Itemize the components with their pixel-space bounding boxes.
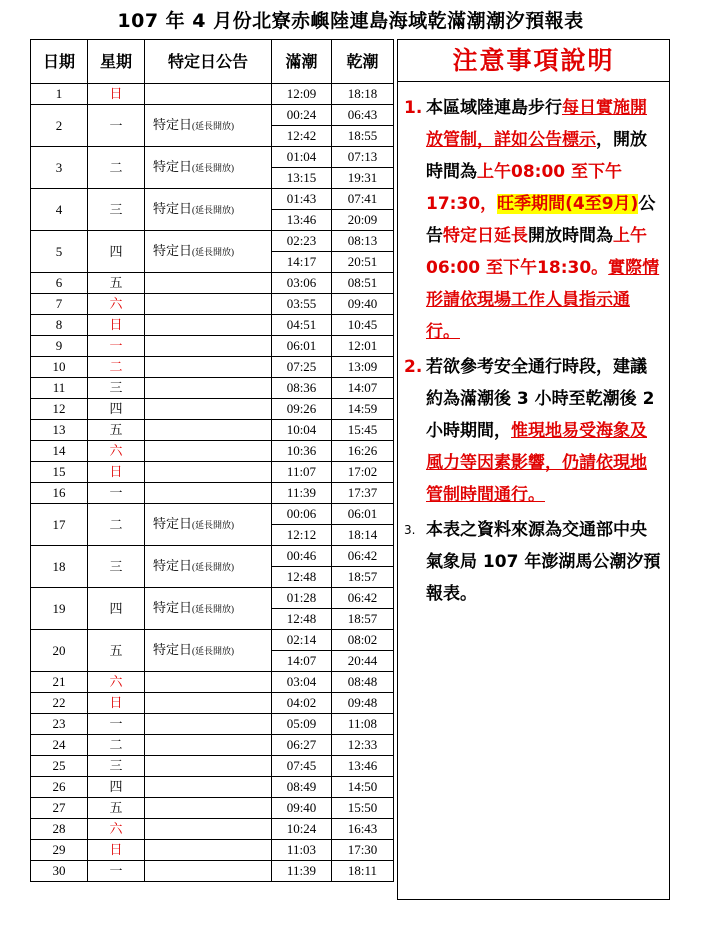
high-tide-cell: 01:04	[272, 147, 332, 168]
high-tide-cell: 14:07	[272, 651, 332, 672]
weekday-cell: 五	[88, 630, 145, 672]
date-cell: 29	[31, 840, 88, 861]
high-tide-cell: 10:36	[272, 441, 332, 462]
low-tide-cell: 07:13	[332, 147, 394, 168]
date-cell: 4	[31, 189, 88, 231]
notes-panel	[397, 82, 670, 900]
date-cell: 23	[31, 714, 88, 735]
high-tide-cell: 12:48	[272, 567, 332, 588]
note-1-peak-season: 旺季期間(4至9月)	[497, 194, 639, 214]
low-tide-cell: 18:18	[332, 84, 394, 105]
weekday-cell: 一	[88, 336, 145, 357]
high-tide-cell: 06:01	[272, 336, 332, 357]
low-tide-cell: 17:37	[332, 483, 394, 504]
weekday-cell: 一	[88, 861, 145, 882]
low-tide-cell: 14:50	[332, 777, 394, 798]
high-tide-cell: 02:14	[272, 630, 332, 651]
low-tide-cell: 15:50	[332, 798, 394, 819]
table-row	[31, 294, 394, 315]
date-cell: 14	[31, 441, 88, 462]
low-tide-cell: 12:33	[332, 735, 394, 756]
date-cell: 2	[31, 105, 88, 147]
weekday-cell: 四	[88, 777, 145, 798]
low-tide-cell: 16:43	[332, 819, 394, 840]
special-day-cell	[145, 819, 272, 840]
table-row	[31, 714, 394, 735]
weekday-cell: 二	[88, 357, 145, 378]
special-day-cell	[145, 798, 272, 819]
table-row	[31, 798, 394, 819]
low-tide-cell: 09:48	[332, 693, 394, 714]
special-day-cell	[145, 105, 272, 147]
note-3-text-a: 本表之資料來源為交通部中央氣象局 107 年澎湖馬公潮汐預報表。	[426, 520, 661, 604]
table-row	[31, 735, 394, 756]
weekday-cell: 三	[88, 189, 145, 231]
special-day-label: 特定日	[153, 600, 193, 615]
high-tide-cell: 03:55	[272, 294, 332, 315]
weekday-cell: 日	[88, 462, 145, 483]
special-day-cell	[145, 588, 272, 630]
header-high-tide: 滿潮	[272, 40, 332, 84]
date-cell: 27	[31, 798, 88, 819]
date-cell: 25	[31, 756, 88, 777]
special-day-extended-label: (延長開放)	[192, 562, 235, 572]
special-day-cell	[145, 756, 272, 777]
special-day-cell	[145, 546, 272, 588]
special-day-cell	[145, 357, 272, 378]
note-1-text-j: 。	[591, 258, 609, 278]
weekday-cell: 一	[88, 105, 145, 147]
date-cell: 10	[31, 357, 88, 378]
low-tide-cell: 20:51	[332, 252, 394, 273]
date-cell: 9	[31, 336, 88, 357]
weekday-cell: 三	[88, 756, 145, 777]
table-row	[31, 189, 394, 210]
table-row	[31, 840, 394, 861]
table-row	[31, 399, 394, 420]
special-day-cell	[145, 714, 272, 735]
high-tide-cell: 11:07	[272, 462, 332, 483]
note-1-text-g: 特定日延長	[443, 226, 528, 246]
date-cell: 16	[31, 483, 88, 504]
low-tide-cell: 15:45	[332, 420, 394, 441]
table-row	[31, 378, 394, 399]
low-tide-cell: 08:02	[332, 630, 394, 651]
special-day-cell	[145, 735, 272, 756]
date-cell: 6	[31, 273, 88, 294]
date-cell: 3	[31, 147, 88, 189]
low-tide-cell: 09:40	[332, 294, 394, 315]
high-tide-cell: 14:17	[272, 252, 332, 273]
high-tide-cell: 00:46	[272, 546, 332, 567]
low-tide-cell: 20:09	[332, 210, 394, 231]
high-tide-cell: 11:39	[272, 861, 332, 882]
low-tide-cell: 18:14	[332, 525, 394, 546]
weekday-cell: 二	[88, 504, 145, 546]
table-row	[31, 588, 394, 609]
low-tide-cell: 20:44	[332, 651, 394, 672]
note-2	[404, 351, 661, 511]
special-day-label: 特定日	[153, 642, 193, 657]
special-day-cell	[145, 378, 272, 399]
note-1-text-k: 實際情形請依現場工作人員指示通行。	[426, 258, 660, 342]
low-tide-cell: 11:08	[332, 714, 394, 735]
low-tide-cell: 06:43	[332, 105, 394, 126]
special-day-cell	[145, 399, 272, 420]
high-tide-cell: 12:09	[272, 84, 332, 105]
weekday-cell: 六	[88, 819, 145, 840]
low-tide-cell: 13:46	[332, 756, 394, 777]
table-row	[31, 336, 394, 357]
special-day-cell	[145, 294, 272, 315]
low-tide-cell: 17:02	[332, 462, 394, 483]
high-tide-cell: 09:26	[272, 399, 332, 420]
table-row	[31, 273, 394, 294]
low-tide-cell: 08:48	[332, 672, 394, 693]
table-header-row	[31, 40, 394, 84]
special-day-label: 特定日	[153, 117, 193, 132]
table-row	[31, 483, 394, 504]
weekday-cell: 日	[88, 84, 145, 105]
table-row	[31, 756, 394, 777]
high-tide-cell: 09:40	[272, 798, 332, 819]
date-cell: 20	[31, 630, 88, 672]
weekday-cell: 日	[88, 693, 145, 714]
date-cell: 19	[31, 588, 88, 630]
weekday-cell: 五	[88, 420, 145, 441]
special-day-cell	[145, 84, 272, 105]
note-2-number: 2.	[404, 357, 423, 377]
tide-table	[30, 39, 394, 882]
low-tide-cell: 18:55	[332, 126, 394, 147]
high-tide-cell: 11:39	[272, 483, 332, 504]
low-tide-cell: 08:51	[332, 273, 394, 294]
date-cell: 5	[31, 231, 88, 273]
high-tide-cell: 02:23	[272, 231, 332, 252]
special-day-cell	[145, 147, 272, 189]
special-day-label: 特定日	[153, 159, 193, 174]
weekday-cell: 四	[88, 231, 145, 273]
high-tide-cell: 04:02	[272, 693, 332, 714]
table-row	[31, 315, 394, 336]
date-cell: 15	[31, 462, 88, 483]
date-cell: 17	[31, 504, 88, 546]
table-row	[31, 819, 394, 840]
note-1-text-i: 上午 06:00 至下午18:30	[426, 226, 647, 278]
table-row	[31, 504, 394, 525]
high-tide-cell: 12:42	[272, 126, 332, 147]
special-day-extended-label: (延長開放)	[192, 163, 235, 173]
weekday-cell: 三	[88, 546, 145, 588]
date-cell: 1	[31, 84, 88, 105]
note-3	[404, 514, 661, 610]
high-tide-cell: 10:04	[272, 420, 332, 441]
weekday-cell: 六	[88, 441, 145, 462]
table-row	[31, 105, 394, 126]
high-tide-cell: 00:06	[272, 504, 332, 525]
special-day-extended-label: (延長開放)	[192, 646, 235, 656]
weekday-cell: 二	[88, 735, 145, 756]
note-2-text-a: 若欲參考安全通行時段，建議約為滿潮後 3 小時至乾潮後 2 小時期間，	[426, 357, 655, 441]
special-day-extended-label: (延長開放)	[192, 520, 235, 530]
table-row	[31, 672, 394, 693]
special-day-cell	[145, 693, 272, 714]
note-1-number: 1.	[404, 98, 423, 118]
note-1-text-h: 開放時間為	[528, 226, 613, 246]
special-day-cell	[145, 273, 272, 294]
special-day-extended-label: (延長開放)	[192, 205, 235, 215]
table-row	[31, 147, 394, 168]
high-tide-cell: 01:28	[272, 588, 332, 609]
low-tide-cell: 10:45	[332, 315, 394, 336]
low-tide-cell: 06:42	[332, 546, 394, 567]
special-day-cell	[145, 840, 272, 861]
weekday-cell: 日	[88, 840, 145, 861]
high-tide-cell: 05:09	[272, 714, 332, 735]
low-tide-cell: 06:42	[332, 588, 394, 609]
special-day-cell	[145, 630, 272, 672]
high-tide-cell: 08:36	[272, 378, 332, 399]
date-cell: 30	[31, 861, 88, 882]
special-day-label: 特定日	[153, 558, 193, 573]
high-tide-cell: 10:24	[272, 819, 332, 840]
weekday-cell: 五	[88, 798, 145, 819]
notes-title: 注意事項說明	[452, 46, 615, 75]
special-day-label: 特定日	[153, 243, 193, 258]
table-row	[31, 462, 394, 483]
high-tide-cell: 12:12	[272, 525, 332, 546]
date-cell: 26	[31, 777, 88, 798]
date-cell: 8	[31, 315, 88, 336]
high-tide-cell: 03:06	[272, 273, 332, 294]
low-tide-cell: 17:30	[332, 840, 394, 861]
high-tide-cell: 13:15	[272, 168, 332, 189]
high-tide-cell: 13:46	[272, 210, 332, 231]
special-day-cell	[145, 336, 272, 357]
high-tide-cell: 07:45	[272, 756, 332, 777]
special-day-cell	[145, 777, 272, 798]
table-row	[31, 420, 394, 441]
date-cell: 21	[31, 672, 88, 693]
low-tide-cell: 08:13	[332, 231, 394, 252]
special-day-extended-label: (延長開放)	[192, 604, 235, 614]
special-day-cell	[145, 231, 272, 273]
high-tide-cell: 12:48	[272, 609, 332, 630]
high-tide-cell: 03:04	[272, 672, 332, 693]
low-tide-cell: 07:41	[332, 189, 394, 210]
high-tide-cell: 00:24	[272, 105, 332, 126]
weekday-cell: 一	[88, 483, 145, 504]
low-tide-cell: 14:07	[332, 378, 394, 399]
special-day-cell	[145, 315, 272, 336]
header-low-tide: 乾潮	[332, 40, 394, 84]
special-day-label: 特定日	[153, 201, 193, 216]
weekday-cell: 四	[88, 399, 145, 420]
special-day-cell	[145, 483, 272, 504]
table-row	[31, 231, 394, 252]
note-1-text-d: 上午08:00 至下午 17:30，	[426, 162, 623, 214]
date-cell: 11	[31, 378, 88, 399]
tide-table-body	[31, 84, 394, 882]
special-day-cell	[145, 504, 272, 546]
note-2-text-b: 惟現地易受海象及風力等因素影響，仍請依現地管制時間通行。	[426, 421, 647, 505]
table-row	[31, 546, 394, 567]
low-tide-cell: 18:57	[332, 567, 394, 588]
header-date: 日期	[31, 40, 88, 84]
page-title: 107 年 4 月份北寮赤嶼陸連島海域乾滿潮潮汐預報表	[117, 10, 584, 32]
note-1-text-a: 本區域陸連島步行	[426, 98, 562, 118]
special-day-label: 特定日	[153, 516, 193, 531]
table-row	[31, 357, 394, 378]
high-tide-cell: 01:43	[272, 189, 332, 210]
weekday-cell: 四	[88, 588, 145, 630]
weekday-cell: 二	[88, 147, 145, 189]
special-day-cell	[145, 441, 272, 462]
date-cell: 22	[31, 693, 88, 714]
date-cell: 24	[31, 735, 88, 756]
date-cell: 12	[31, 399, 88, 420]
low-tide-cell: 14:59	[332, 399, 394, 420]
high-tide-cell: 06:27	[272, 735, 332, 756]
low-tide-cell: 16:26	[332, 441, 394, 462]
high-tide-cell: 08:49	[272, 777, 332, 798]
low-tide-cell: 18:57	[332, 609, 394, 630]
special-day-extended-label: (延長開放)	[192, 247, 235, 257]
special-day-extended-label: (延長開放)	[192, 121, 235, 131]
weekday-cell: 一	[88, 714, 145, 735]
special-day-cell	[145, 420, 272, 441]
table-row	[31, 693, 394, 714]
note-1-text-c: ，開放時間為	[426, 130, 647, 182]
high-tide-cell: 04:51	[272, 315, 332, 336]
weekday-cell: 六	[88, 672, 145, 693]
weekday-cell: 三	[88, 378, 145, 399]
low-tide-cell: 13:09	[332, 357, 394, 378]
table-row	[31, 84, 394, 105]
table-row	[31, 630, 394, 651]
low-tide-cell: 12:01	[332, 336, 394, 357]
weekday-cell: 六	[88, 294, 145, 315]
low-tide-cell: 06:01	[332, 504, 394, 525]
table-row	[31, 777, 394, 798]
header-weekday: 星期	[88, 40, 145, 84]
note-1	[404, 92, 661, 348]
weekday-cell: 五	[88, 273, 145, 294]
low-tide-cell: 18:11	[332, 861, 394, 882]
date-cell: 13	[31, 420, 88, 441]
table-row	[31, 861, 394, 882]
note-1-text-f: 公告	[426, 194, 656, 246]
header-special: 特定日公告	[145, 40, 272, 84]
low-tide-cell: 19:31	[332, 168, 394, 189]
note-3-number: 3.	[404, 523, 416, 537]
date-cell: 7	[31, 294, 88, 315]
special-day-cell	[145, 462, 272, 483]
date-cell: 28	[31, 819, 88, 840]
high-tide-cell: 11:03	[272, 840, 332, 861]
date-cell: 18	[31, 546, 88, 588]
special-day-cell	[145, 189, 272, 231]
note-1-text-b: 每日實施開放管制，詳如公告標示	[426, 98, 647, 150]
notes-header	[397, 39, 670, 82]
table-row	[31, 441, 394, 462]
high-tide-cell: 07:25	[272, 357, 332, 378]
weekday-cell: 日	[88, 315, 145, 336]
special-day-cell	[145, 672, 272, 693]
special-day-cell	[145, 861, 272, 882]
